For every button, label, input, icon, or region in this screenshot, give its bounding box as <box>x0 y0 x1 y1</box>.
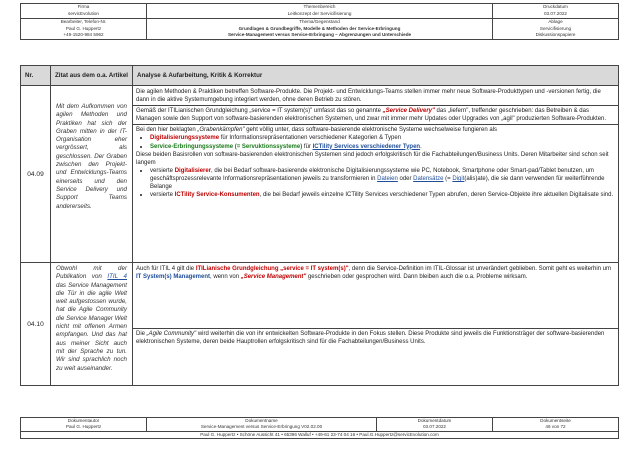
analysis-cell <box>133 86 619 263</box>
quote-cell: Mit dem Aufkommen von agilen Methoden und Praktiken hat sich der Graben mitten in der IT-Organisation eher vergrössert, als geschlossen. Der Graben zwischen den Projekt- und Entwicklungs-Teams einerseits und den Service Delivery und Support Teams andererseits. <box>51 86 133 263</box>
analysis-paragraph: Auch für ITIL 4 gilt die ITILianische Grundgleichung „service = IT system(s)", denn die Service-Definition im ITIL-Glossar ist unverändert geblieben. Somit geht es weiterhin um IT System(s) Management, wenn von „Service Management" geschrieben oder gesprochen wird. Dann bleiben auch die o.a. Probleme wirksam. <box>133 264 618 329</box>
footer-page: Dokumentseite 46 von 72 <box>493 418 619 432</box>
quote-cell: Obwohl mit der Publikation von ITIL 4 das Service Management die Tür in die agile Welt weit aufgestossen wurde, hat die Agile Community die Service Manager Welt nicht mit offenen Armen empfangen. Und das hat aus meiner Sicht auch mit der Sprache zu tun. Wir sind sprachlich noch zu weit auseinander. <box>51 263 133 386</box>
analysis-paragraph: Gemäß der ITILianischen Grundgleichung „service = IT system(s)" umfasst das so genannte „Service Delivery" das „liefern", treffender geschrieben: das Betreiben & das Managen sowie den Support von software-basierenden elektronischen Systemen, und zwar mit immer mehr Updates oder Upgrades von „agil" produzierten Software-Produkten. <box>133 106 618 125</box>
column-header-nr: Nr. <box>21 66 51 86</box>
header-subject: Thema/Gegenstand Grundlagen & Grundbegriffe, Modelle & Methoden der Service-Erbringung Service-Management versus Service-Erbringung – Abgrenzungen und Unterschiede <box>147 19 493 40</box>
roles-list <box>136 134 615 150</box>
footer-author: Dokumentautor Paul G. Huppertz <box>21 418 147 432</box>
header-table <box>20 3 619 40</box>
list-item: • Digitalisierungssysteme für Informationsrepräsentationen verschiedener Kategorien & Typen <box>150 134 615 142</box>
list-item: • versierte ICTility Service-Konsumenten, die bei Bedarf jeweils einzelne ICTility Services verschiedener Typen abrufen, deren Service-Objekte ihre aktuellen Digitalisate sind. <box>150 191 615 199</box>
footer-table <box>20 417 619 439</box>
footer-docdate: Dokumentdatum 03.07.2022 <box>377 418 493 432</box>
analysis-cell <box>133 263 619 386</box>
table-row <box>21 86 619 263</box>
analysis-paragraph: Die „Agile Community" wird weiterhin die von ihr entwickelten Software-Produkte in den Fokus stellen. Diese Produkte sind jeweils die Funktionsträger der software-basierenden elektronischen Systeme, deren beide Hauptrollen erfolgskritisch sind für die Fachabteilungen/Business Units. <box>136 331 605 346</box>
footer-docname: Dokumentname Service-Management versus Service-Erbringung V02.02.00 <box>147 418 377 432</box>
document-page <box>20 3 618 386</box>
list-item: • versierte Digitalisierer, die bei Bedarf software-basierende elektronische Digitalisierungssysteme wie PC, Notebook, Smartphone oder Smart-pad/Tablet benutzen, um geschäftsprozessrelevante Informationsrepräsentationen jeweils zu transformieren in Dateien oder Datensätze (= Digit(alis)ate), die sie dann verwenden für weiterführende Belange <box>150 167 615 191</box>
datensaetze-link[interactable]: Datensätze <box>413 175 444 182</box>
footer-contact: Paul G. Huppertz • Schöne Aussicht 41 • 65396 Walluf • +49-61 23-74 04 16 • Paul.G.Huppertz@servicEvolution.com <box>21 432 619 439</box>
row-number: 04.10 <box>21 263 51 386</box>
table-row <box>21 263 619 386</box>
users-list <box>136 167 615 199</box>
list-item: • Service-Erbringungssysteme (= Servuktionssysteme) für ICTility Services verschiedener Typen. <box>150 143 615 151</box>
column-header-analysis: Analyse & Aufarbeitung, Kritik & Korrektur <box>133 66 619 86</box>
header-topic-area: Themenbereich Leitkonzept der Servicifisierung <box>147 4 493 19</box>
dateien-link[interactable]: Dateien <box>377 175 398 182</box>
row-number: 04.09 <box>21 86 51 263</box>
footer <box>20 417 618 439</box>
analysis-table <box>20 65 619 386</box>
header-filing: Ablage Servicifisierung Diskussionspapiere <box>493 19 619 40</box>
analysis-paragraph: Die agilen Methoden & Praktiken betreffen Software-Produkte. Die Projekt- und Entwicklungs-Teams stellen immer mehr neue Software-Produkttypen und -versionen fertig, die dann in die aktive Systemumgebung integriert werden, ohne deren Betrieb zu stören. <box>133 87 618 106</box>
header-company: Firma servicEvolution <box>21 4 147 19</box>
itil4-link[interactable]: ITIL 4 <box>107 273 127 281</box>
column-header-quote: Zitat aus dem o.a. Artikel <box>51 66 133 86</box>
header-print-date: Druckdatum 03.07.2022 <box>493 4 619 19</box>
header-editor: Bearbeiter, Telefon-Nr. Paul G. Huppertz +49-1520-984 5962 <box>21 19 147 40</box>
analysis-paragraph: Bei den hier beklagten „Grabenkämpfen" geht völlig unter, dass software-basierende elektronische Systeme wechselweise fungieren als • Digitalisierungssysteme für Informationsrepräsentationen verschiedener Kategorien & Typen • Service-Erbringungssysteme (= Servuktionssysteme) für ICTility Services verschiedener Typen. Diese beiden Basisrollen von software-basierenden elektronischen Systemen sind jedoch erfolgskritisch für die Fachabteilungen/Business Units. Deren Mitarbeiter sind schon seit langem • versierte Digitalisierer, die bei Bedarf software-basierende elektronische Digitalisierungssysteme wie PC, Notebook, Smartphone oder Smart-pad/Tablet benutzen, um geschäftsprozessrelevante Informationsrepräsentationen jeweils zu transformieren in Dateien oder Datensätze (= Digit(alis)ate), die sie dann verwenden für weiterführende Belange • versierte ICTility Service-Konsumenten, die bei Bedarf jeweils einzelne ICTility Services verschiedener Typen abrufen, deren Service-Objekte ihre aktuellen Digitalisate sind. <box>133 125 618 200</box>
digit-link[interactable]: Digit <box>452 175 465 182</box>
